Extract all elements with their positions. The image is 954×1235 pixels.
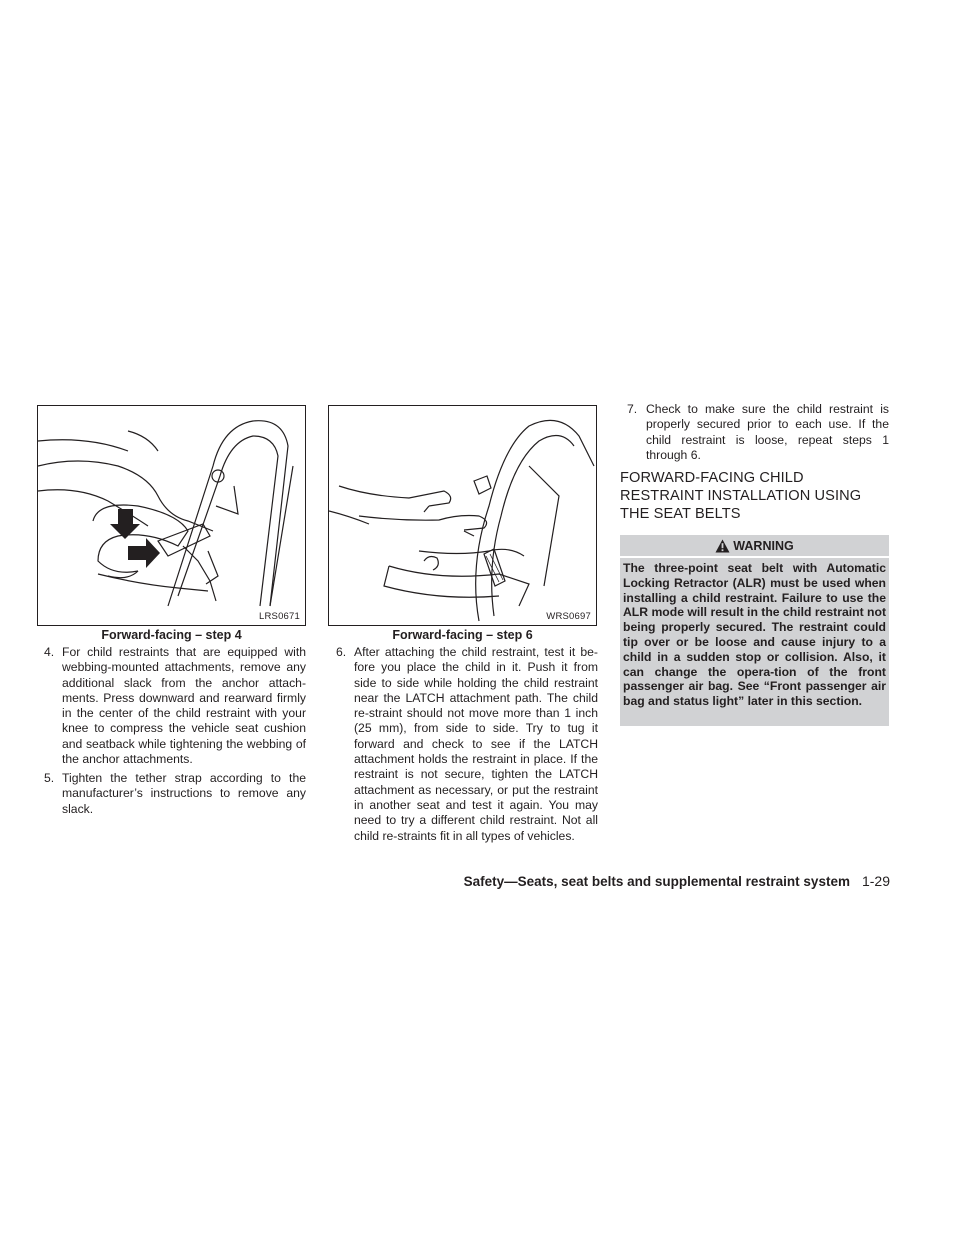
step-text: After attaching the child restraint, test it be-fore you place the child in it. Push it from side to side while holding the child restraint near the LATCH attachment path. The child re-straint should not move more than 1 inch (25 mm), from side to side. Try to tug it forward and check to see if the LATCH attachment holds the restraint in place. If the restraint is not secure, tighten the LATCH attachment as necessary, or put the restraint in another seat and test it again. You may need to try a different child restraint. Not all child re-straints fit in all types of vehicles. (354, 645, 598, 843)
illustration-step-4 (38, 406, 306, 626)
step-5 (44, 771, 306, 821)
figure-caption: Forward-facing – step 4 (101, 628, 242, 642)
figure-code: LRS0671 (258, 611, 300, 622)
step-number: 5. (44, 771, 55, 785)
section-title: FORWARD-FACING CHILD RESTRAINT INSTALLATION USING THE SEAT BELTS (620, 470, 862, 522)
step-number: 7. (627, 402, 638, 416)
illustration-step-6 (329, 406, 597, 626)
step-6 (336, 645, 598, 850)
step-4 (44, 645, 306, 767)
warning-text: The three-point seat belt with Automatic Locking Retractor (ALR) must be used when installing a child restraint. Failure to use the ALR mode will result in the child restraint not being properly secured. The restraint could tip over or be loose and cause injury to a child in a sudden stop or collision. Also, it can change the opera-tion of the front passenger air bag. See “Front passenger air bag and status light” later in this section. (620, 558, 889, 726)
page-number: 1-29 (861, 873, 890, 889)
step-number: 4. (44, 645, 55, 659)
warning-label: WARNING (733, 538, 794, 553)
warning-icon (715, 539, 730, 553)
step-text: Tighten the tether strap according to the manufacturer’s instructions to remove any slack. (62, 771, 306, 816)
figure-step-4 (37, 405, 306, 626)
step-text: Check to make sure the child restraint is properly secured prior to each use. If the child restraint is loose, repeat steps 1 through 6. (646, 402, 889, 462)
figure-step-6 (328, 405, 597, 626)
step-text: For child restraints that are equipped with webbing-mounted attachments, remove any additional slack from the anchor attach-ments. Press downward and rearward firmly in the center of the child restraint with your knee to compress the vehicle seat cushion and seatback while tightening the webbing of the anchor attachments. (62, 645, 306, 767)
figure-caption: Forward-facing – step 6 (392, 628, 533, 642)
figure-code: WRS0697 (546, 611, 591, 622)
warning-header (620, 535, 889, 556)
footer-section-title: Safety—Seats, seat belts and supplemental restraint system (463, 874, 850, 889)
page-footer (380, 873, 890, 889)
step-7 (627, 402, 889, 464)
step-number: 6. (336, 645, 347, 659)
